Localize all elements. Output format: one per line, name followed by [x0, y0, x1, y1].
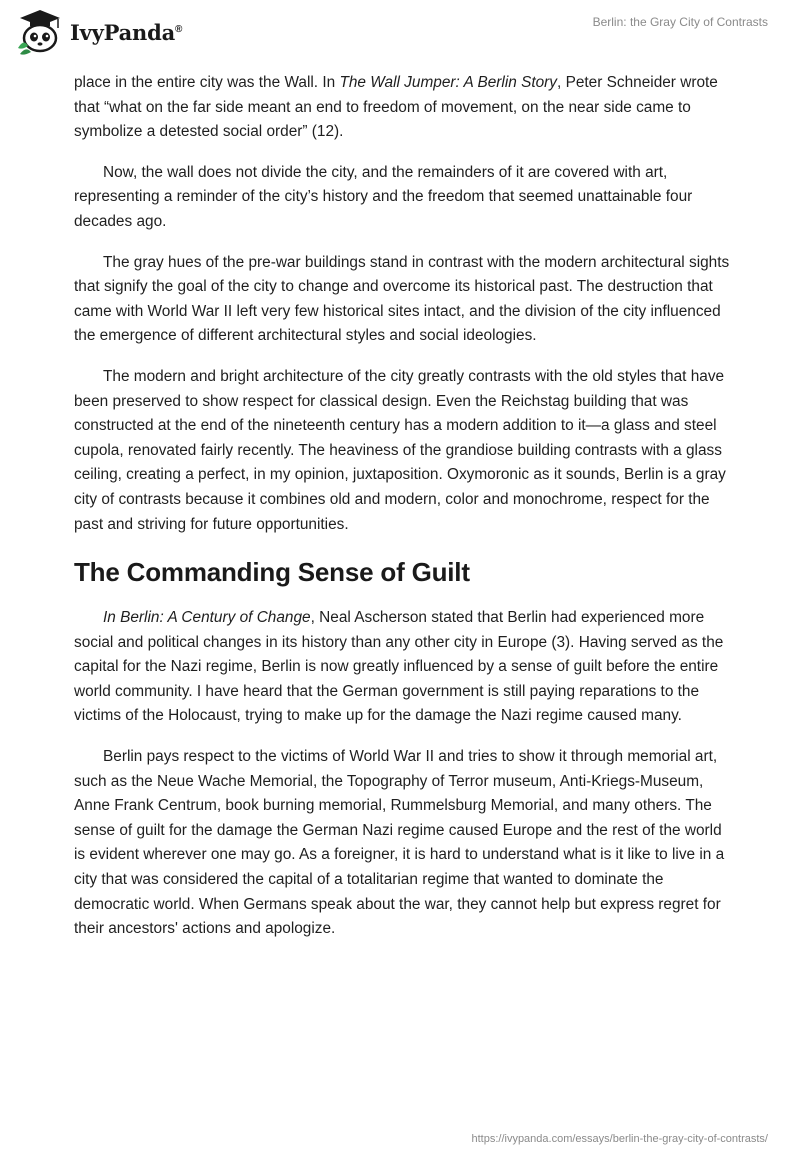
brand-name: IvyPanda®: [70, 19, 183, 45]
page-header: [0, 0, 800, 70]
paragraph: In Berlin: A Century of Change, Neal Ascherson stated that Berlin had experienced more social and political changes in its history than any other city in Europe (3). Having served as the capital for the Nazi regime, Berlin is now greatly influenced by a sense of guilt before the entire world community. I have heard that the German government is still paying reparations to the victims of the Holocaust, trying to make up for the damage the Nazi regime caused many.: [74, 609, 724, 725]
book-title: The Wall Jumper: A Berlin Story: [339, 74, 558, 91]
panda-icon: [14, 8, 66, 56]
paragraph: The gray hues of the pre-war buildings stand in contrast with the modern architectural sights that signify the goal of the city to change and overcome its historical past. The destruction that came with World War II left very few historical sites intact, and the division of the city influenced the emergence of different architectural styles and social ideologies.: [74, 253, 730, 345]
book-title: In Berlin: A Century of Change: [103, 609, 311, 627]
ivypanda-logo[interactable]: [14, 8, 182, 56]
document-title: Berlin: the Gray City of Contrasts: [592, 15, 768, 29]
paragraph: Now, the wall does not divide the city, and the remainders of it are covered with art, representing a reminder of the city’s history and the freedom that seemed unattainable four decades ago.: [74, 163, 693, 230]
source-url[interactable]: https://ivypanda.com/essays/berlin-the-gray-city-of-contrasts/: [471, 1133, 768, 1145]
essay-content: [74, 71, 734, 958]
paragraph: Berlin pays respect to the victims of World War II and tries to show it through memorial art, such as the Neue Wache Memorial, the Topography of Terror museum, Anti-Kriegs-Museum, Anne Frank Centrum, book burning memorial, Rummelsburg Memorial, and many others. The sense of guilt for the damage the German Nazi regime caused Europe and the rest of the world is evident wherever one may go. As a foreigner, it is hard to understand what is it like to live in a city that was considered the capital of a totalitarian regime that wanted to dominate the democratic world. When Germans speak about the war, they cannot help but express regret for their ancestors' actions and apologize.: [74, 748, 725, 938]
paragraph: The modern and bright architecture of the city greatly contrasts with the old styles that have been preserved to show respect for classical design. Even the Reichstag building that was constructed at the end of the nineteenth century has a modern addition to it—a glass and steel cupola, renovated fairly recently. The heaviness of the grandiose building contrasts with a glass ceiling, creating a perfect, in my opinion, juxtaposition. Oxymoronic as it sounds, Berlin is a gray city of contrasts because it combines old and modern, color and monochrome, respect for the past and striving for future opportunities.: [74, 367, 726, 533]
section-heading: The Commanding Sense of Guilt: [74, 557, 470, 588]
registered-mark: ®: [175, 23, 183, 35]
paragraph: place in the entire city was the Wall. In The Wall Jumper: A Berlin Story, Peter Schneider wrote that “what on the far side meant an end to freedom of movement, on the near side came to symbolize a detested social order” (12).: [74, 74, 718, 141]
